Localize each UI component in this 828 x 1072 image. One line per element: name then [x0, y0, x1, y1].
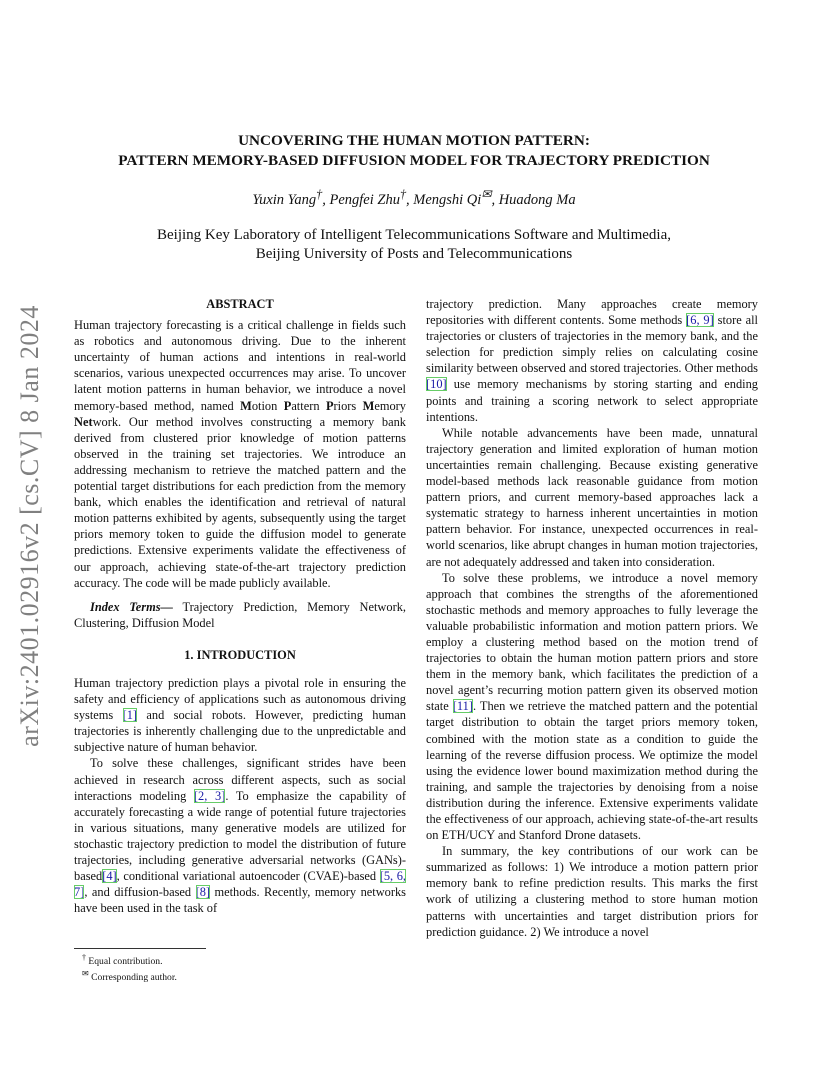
citation-link[interactable]: [1]	[122, 708, 138, 723]
author-name: Mengshi Qi	[413, 191, 482, 208]
author-mark: †	[399, 187, 406, 201]
footnote-equal-contribution	[74, 952, 406, 968]
index-terms-label: Index Terms—	[90, 599, 173, 614]
introduction-heading: 1. INTRODUCTION	[184, 647, 296, 662]
paper-title	[74, 131, 754, 171]
footnote-rule	[74, 948, 206, 949]
left-column	[74, 296, 406, 916]
abstract-text: riors	[333, 398, 357, 413]
body-text: . To emphasize the capability of accurately forecasting a wide range of potential future trajectories in various situations, many generative models are utilized for stochastic trajectory prediction to model the distribution of future trajectories, including generative adversarial networks (GANs)-based	[74, 788, 406, 884]
body-text: and social robots. However, predicting human trajectories is inherently challenging due to the unpredictable and subjective nature of human behavior.	[74, 708, 406, 755]
acronym-letter: P	[283, 398, 292, 413]
citation-link[interactable]: [8]	[195, 885, 211, 900]
citation-link[interactable]: [2, 3]	[193, 788, 226, 803]
citation-link[interactable]: [5, 6, 7]	[74, 869, 407, 900]
body-text: methods. Recently, memory networks have been used in the task of	[74, 885, 406, 916]
body-text: To solve these problems, we introduce a novel memory approach that combines the strengths of the aforementioned stochastic methods and memory approaches to fully leverage the valuable probabilistic information and motion pattern priors. We employ a clustering method based on the motion trend of trajectories to obtain the human motion pattern priors and store them in the memory bank, which facilitates the prediction of a novel agent’s recurring motion pattern given its observed motion state	[426, 570, 758, 714]
footnote-mark: †	[82, 953, 86, 962]
author-name: Huadong Ma	[498, 191, 576, 208]
abstract-text: work	[92, 414, 119, 429]
intro-paragraph-2	[74, 755, 406, 916]
index-terms	[74, 599, 406, 631]
acronym-letter: P	[325, 398, 334, 413]
arxiv-id-text: arXiv:2401.02916v2 [cs.CV] 8 Jan 2024	[15, 305, 44, 747]
arxiv-identifier	[6, 292, 54, 760]
right-paragraph-1	[426, 296, 758, 425]
footnote-text: Corresponding author.	[88, 972, 177, 984]
body-text: use memory mechanisms by storing starting and ending points and training a scoring network to select appropriate intentions.	[426, 377, 758, 424]
footnotes	[74, 948, 406, 984]
abstract-text: . Our method involves constructing a memory bank derived from clustered prior knowledge of motion patterns observed in the training set trajectories. We introduce an addressing mechanism to retrieve the matched pattern and the potential target distributions for each prediction from the memory bank, which enables the identification and retrieval of natural motion patterns exhibited by agents, subsequently using the target priors memory token to guide the diffusion model to generate predictions. Extensive experiments validate the effectiveness of our approach, achieving state-of-the-art trajectory prediction accuracy. The code will be made publicly available.	[74, 414, 406, 590]
author-mark: ✉	[481, 187, 492, 201]
affiliation-line-2: Beijing University of Posts and Telecommunications	[255, 246, 573, 262]
right-column	[426, 296, 758, 940]
body-text: trajectory prediction. Many approaches create memory repositories with different contents. Some methods	[426, 297, 758, 328]
abstract-text: Human trajectory forecasting is a critical challenge in fields such as robotics and autonomous driving. Due to the inherent uncertainty of human actions and intentions in real-world scenarios, various unexpected occurrences may arise. To uncover latent motion patterns in human behavior, we introduce a novel memory-based method, named	[74, 318, 406, 413]
author-list: Yuxin Yang†, Pengfei Zhu†, Mengshi Qi✉, Huadong Ma	[252, 187, 576, 208]
right-paragraph-3	[426, 570, 758, 844]
footnote-corresponding-author	[74, 968, 406, 984]
abstract-text: otion	[251, 398, 284, 413]
citation-link[interactable]: [10]	[426, 377, 447, 392]
body-text: store all trajectories or clusters of trajectories in the memory bank, and the selection for prediction simply relies on calculating cosine similarity between observed and stored trajectories. Other methods	[426, 313, 758, 376]
acronym-letter: M	[362, 398, 375, 413]
right-paragraph-4: In summary, the key contributions of our work can be summarized as follows: 1) We introduce a motion pattern prior memory bank to refine prediction results. This marks the first work of utilizing a clustering method to store human motion patterns with uncertainties and target distribution priors for prediction guidance. 2) We introduce a novel	[426, 844, 758, 939]
citation-link[interactable]: [11]	[452, 699, 473, 714]
body-text: Human trajectory prediction plays a pivotal role in ensuring the safety and efficiency of applications such as autonomous driving systems	[74, 675, 406, 723]
abstract-paragraph	[74, 317, 406, 591]
right-paragraph-2: While notable advancements have been made, unnatural trajectory generation and limited exploration of human motion uncertainties remain challenging. Because existing generative model-based methods lack reasonable guidance from motion pattern priors, and current memory-based approaches lack a systematic strategy to harness inherent uncertainties in motion pattern behavior. For instance, unexpected occurrences in real-world scenarios, like abrupt changes in human motion trajectories, are not adequately addressed and taken into consideration.	[426, 425, 758, 569]
author-name: Yuxin Yang	[252, 191, 317, 208]
intro-paragraph-1	[74, 675, 406, 755]
affiliation-line-1: Beijing Key Laboratory of Intelligent Telecommunications Software and Multimedia,	[157, 227, 671, 243]
body-text: , conditional variational autoencoder (CVAE)-based	[116, 869, 380, 884]
body-text: , and diffusion-based	[84, 885, 196, 900]
citation-link[interactable]: [6, 9]	[686, 313, 714, 328]
footnote-mark: ✉	[82, 969, 89, 979]
abstract-text: emory	[374, 398, 406, 413]
acronym-letter: M	[240, 398, 252, 413]
acronym-letter: Net	[74, 414, 93, 429]
abstract-heading: ABSTRACT	[206, 297, 274, 311]
body-text: . Then we retrieve the matched pattern and the potential target distribution to obtain the target priors memory token, combined with the motion state as a condition to guide the learning of the reverse diffusion process. We optimize the model using the evidence lower bound maximization method during the training, and sample the trajectories by denoising from a noise distribution during the inference. Extensive experiments validate the effectiveness of our approach, achieving state-of-the-art results on ETH/UCY and Stanford Drone datasets.	[426, 699, 758, 843]
body-text: To solve these challenges, significant strides have been achieved in research across different aspects, such as social interactions modeling	[74, 756, 406, 803]
author-mark: †	[316, 187, 323, 201]
abstract-text: attern	[291, 398, 326, 413]
affiliation	[74, 226, 754, 264]
author-name: Pengfei Zhu	[329, 191, 400, 208]
citation-link[interactable]: [4]	[102, 869, 117, 884]
title-line-1: UNCOVERING THE HUMAN MOTION PATTERN:	[238, 132, 590, 149]
footnote-text: Equal contribution.	[86, 956, 163, 968]
title-line-2: PATTERN MEMORY-BASED DIFFUSION MODEL FOR TRAJECTORY PREDICTION	[118, 152, 710, 169]
index-terms-text: Trajectory Prediction, Memory Network, Clustering, Diffusion Model	[74, 599, 406, 630]
